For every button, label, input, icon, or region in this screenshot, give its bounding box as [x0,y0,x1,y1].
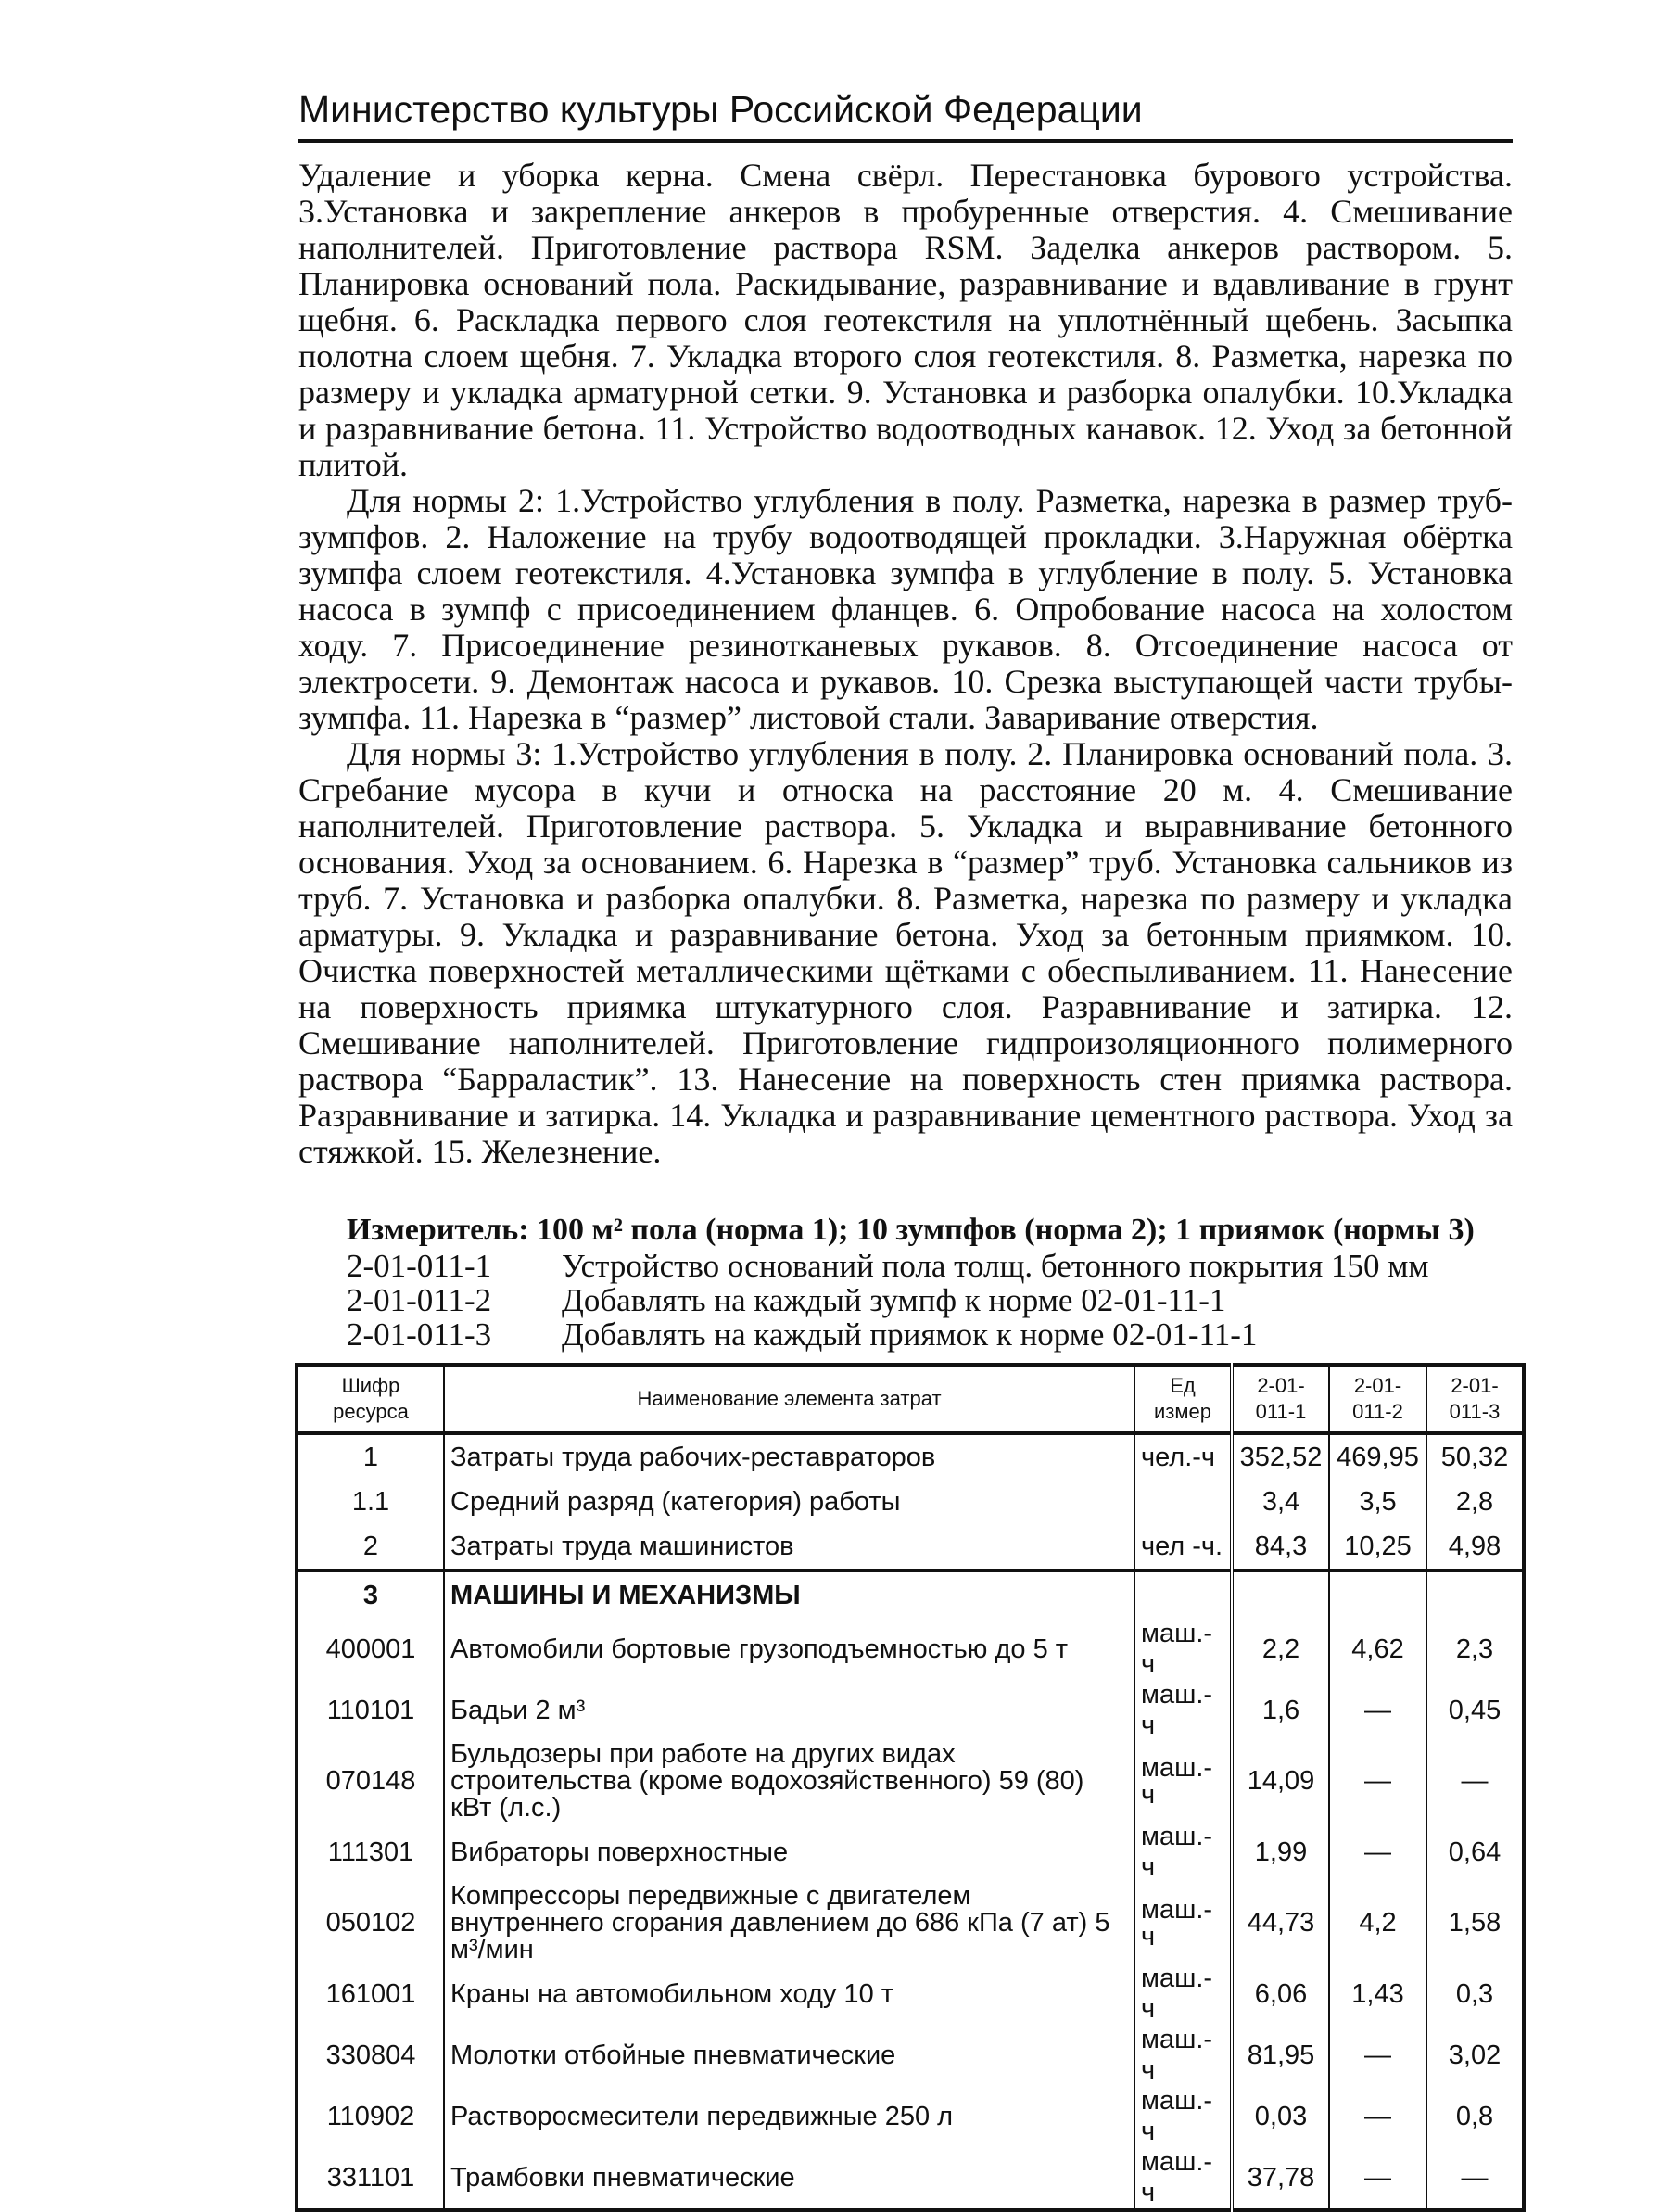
cost-element-name-cell: Краны на автомобильном ходу 10 т [444,1964,1134,2025]
norm-2-value-cell: 1,43 [1329,1964,1426,2025]
norm-1-value-cell: 1,99 [1232,1822,1329,1883]
header-unit: Ед измер [1134,1365,1232,1433]
table-body [297,1433,1524,2210]
measurement-unit-line: Измеритель: 100 м² пола (норма 1); 10 зумпфов (норма 2); 1 приямок (нормы 3) [347,1213,1475,1247]
resource-code-cell: 330804 [297,2025,444,2086]
norm-code: 2-01-011-3 [347,1316,492,1353]
norm-3-value-cell: 50,32 [1426,1433,1524,1480]
norm-2-value-cell: 469,95 [1329,1433,1426,1480]
cost-element-name-cell: МАШИНЫ И МЕХАНИЗМЫ [444,1570,1134,1619]
norm-3-value-cell [1426,1570,1524,1619]
norm-1-value-cell: 0,03 [1232,2086,1329,2147]
table-row [297,1524,1524,1570]
norm-code: 2-01-011-2 [347,1282,492,1318]
norm-code-row [347,1249,1514,1283]
norm-2-value-cell [1329,1570,1426,1619]
paragraph-norm-1: Удаление и уборка керна. Смена свёрл. Перестановка бурового устройства. 3.Установка и закрепление анкеров в пробуренные отверстия. 4. Смешивание наполнителей. Приготовление раствора RSM. Заделка анкеров раствором. 5. Планировка оснований пола. Раскидывание, разравнивание и вдавливание в грунт щебня. 6. Раскладка первого слоя геотекстиля на уплотнённый щебень. Засыпка полотна слоем щебня. 7. Укладка второго слоя геотекстиля. 8. Разметка, нарезка по размеру и укладка арматурной сетки. 9. Установка и разборка опалубки. 10.Укладка и разравнивание бетона. 11. Устройство водоотводных канавок. 12. Уход за бетонной плитой. [298,157,1513,483]
running-header: Министерство культуры Российской Федерации [298,85,1513,143]
norm-code-row [347,1317,1514,1352]
norm-description: Добавлять на каждый зумпф к норме 02-01-11-1 [562,1282,1226,1318]
norm-3-value-cell: 2,8 [1426,1480,1524,1524]
norm-3-value-cell: 0,3 [1426,1964,1524,2025]
table-row [297,1822,1524,1883]
cost-element-name-cell: Компрессоры передвижные с двигателем внутреннего сгорания давлением до 686 кПа (7 ат) 5 м³/мин [444,1883,1134,1964]
resource-code-cell: 3 [297,1570,444,1619]
cost-element-name-cell: Средний разряд (категория) работы [444,1480,1134,1524]
unit-cell: маш.-ч [1134,2025,1232,2086]
norm-description: Устройство оснований пола толщ. бетонного покрытия 150 мм [562,1248,1429,1284]
cost-element-name-cell: Молотки отбойные пневматические [444,2025,1134,2086]
unit-cell: маш.-ч [1134,1619,1232,1680]
unit-cell: чел -ч. [1134,1524,1232,1570]
resource-code-cell: 1.1 [297,1480,444,1524]
norm-1-value-cell: 3,4 [1232,1480,1329,1524]
cost-element-name-cell: Автомобили бортовые грузоподъемностью до 5 т [444,1619,1134,1680]
unit-cell: маш.-ч [1134,1964,1232,2025]
resource-code-cell: 1 [297,1433,444,1480]
table-row [297,2025,1524,2086]
resource-code-cell: 111301 [297,1822,444,1883]
norm-2-value-cell: — [1329,1822,1426,1883]
table-row [297,1433,1524,1480]
unit-cell: маш.-ч [1134,1822,1232,1883]
norm-2-value-cell: 4,2 [1329,1883,1426,1964]
norm-code: 2-01-011-1 [347,1248,492,1284]
cost-element-name-cell: Бульдозеры при работе на других видах строительства (кроме водохозяйственного) 59 (80) кВт (л.с.) [444,1741,1134,1822]
norm-1-value-cell: 84,3 [1232,1524,1329,1570]
paragraph-norm-2: Для нормы 2: 1.Устройство углубления в полу. Разметка, нарезка в размер труб-зумпфов. 2. Наложение на трубу водоотводящей прокладки. 3.Наружная обёртка зумпфа слоем геотекстиля. 4.Установка зумпфа в углубление в полу. 5. Установка насоса в зумпф с присоединением фланцев. 6. Опробование насоса на холостом ходу. 7. Присоединение резинотканевых рукавов. 8. Отсоединение насоса от электросети. 9. Демонтаж насоса и рукавов. 10. Срезка выступающей части трубы-зумпфа. 11. Нарезка в “размер” листовой стали. Заваривание отверстия. [298,482,1513,736]
header-cost-element-name: Наименование элемента затрат [444,1365,1134,1433]
norm-3-value-cell: — [1426,1741,1524,1822]
resource-code-cell: 331101 [297,2147,444,2210]
header-norm-2: 2-01-011-2 [1329,1365,1426,1433]
norm-1-value-cell: 44,73 [1232,1883,1329,1964]
norm-2-value-cell: — [1329,2086,1426,2147]
norm-3-value-cell: 0,8 [1426,2086,1524,2147]
table-row [297,1741,1524,1822]
norm-3-value-cell: 2,3 [1426,1619,1524,1680]
norm-2-value-cell: — [1329,2147,1426,2210]
norm-3-value-cell: 4,98 [1426,1524,1524,1570]
norm-3-value-cell: 0,45 [1426,1680,1524,1741]
norm-3-value-cell: 1,58 [1426,1883,1524,1964]
unit-cell: маш.-ч [1134,1883,1232,1964]
table-row [297,1570,1524,1619]
header-norm-1: 2-01-011-1 [1232,1365,1329,1433]
cost-element-name-cell: Трамбовки пневматические [444,2147,1134,2210]
unit-cell: маш.-ч [1134,2147,1232,2210]
header-resource-code: Шифр ресурса [297,1365,444,1433]
table-row [297,1480,1524,1524]
work-description [298,158,1513,1170]
unit-cell: маш.-ч [1134,1741,1232,1822]
cost-element-name-cell: Растворосмесители передвижные 250 л [444,2086,1134,2147]
norm-3-value-cell: 3,02 [1426,2025,1524,2086]
resource-code-cell: 070148 [297,1741,444,1822]
norm-1-value-cell: 6,06 [1232,1964,1329,2025]
table-row [297,1883,1524,1964]
norm-1-value-cell: 2,2 [1232,1619,1329,1680]
resource-code-cell: 2 [297,1524,444,1570]
norm-1-value-cell: 37,78 [1232,2147,1329,2210]
unit-cell [1134,1570,1232,1619]
norm-1-value-cell: 14,09 [1232,1741,1329,1822]
norm-2-value-cell: — [1329,1741,1426,1822]
table-row [297,1680,1524,1741]
resource-code-cell: 110101 [297,1680,444,1741]
resource-code-cell: 161001 [297,1964,444,2025]
resource-code-cell: 050102 [297,1883,444,1964]
table-row [297,1619,1524,1680]
norm-3-value-cell: — [1426,2147,1524,2210]
resource-code-cell: 110902 [297,2086,444,2147]
norm-1-value-cell: 1,6 [1232,1680,1329,1741]
unit-cell [1134,1480,1232,1524]
norm-3-value-cell: 0,64 [1426,1822,1524,1883]
norm-code-list [347,1249,1514,1352]
resource-code-cell: 400001 [297,1619,444,1680]
resource-norm-table [295,1363,1526,2212]
norm-code-row [347,1283,1514,1317]
norm-description: Добавлять на каждый приямок к норме 02-01-11-1 [562,1316,1258,1353]
table-header [297,1365,1524,1433]
header-norm-3: 2-01-011-3 [1426,1365,1524,1433]
unit-cell: маш.-ч [1134,1680,1232,1741]
norm-2-value-cell: 10,25 [1329,1524,1426,1570]
table-row [297,2086,1524,2147]
table-row [297,1964,1524,2025]
paragraph-norm-3: Для нормы 3: 1.Устройство углубления в полу. 2. Планировка оснований пола. 3. Сгребание мусора в кучи и относка на расстояние 20 м. 4. Смешивание наполнителей. Приготовление раствора. 5. Укладка и выравнивание бетонного основания. Уход за основанием. 6. Нарезка в “размер” труб. Установка сальников из труб. 7. Установка и разборка опалубки. 8. Разметка, нарезка по размеру и укладка арматуры. 9. Укладка и разравнивание бетона. Уход за бетонным приямком. 10. Очистка поверхностей металлическими щётками с обеспыливанием. 11. Нанесение на поверхность приямка штукатурного слоя. Разравнивание и затирка. 12. Смешивание наполнителей. Приготовление гидпроизоляционного полимерного раствора “Барраластик”. 13. Нанесение на поверхность стен приямка раствора. Разравнивание и затирка. 14. Укладка и разравнивание цементного раствора. Уход за стяжкой. 15. Железнение. [298,735,1513,1170]
cost-element-name-cell: Затраты труда рабочих-реставраторов [444,1433,1134,1480]
norm-1-value-cell [1232,1570,1329,1619]
norm-2-value-cell: — [1329,2025,1426,2086]
norm-2-value-cell: 3,5 [1329,1480,1426,1524]
norm-2-value-cell: 4,62 [1329,1619,1426,1680]
cost-element-name-cell: Бадьи 2 м³ [444,1680,1134,1741]
cost-element-name-cell: Вибраторы поверхностные [444,1822,1134,1883]
norm-2-value-cell: — [1329,1680,1426,1741]
table-row [297,2147,1524,2210]
cost-element-name-cell: Затраты труда машинистов [444,1524,1134,1570]
norm-1-value-cell: 81,95 [1232,2025,1329,2086]
unit-cell: чел.-ч [1134,1433,1232,1480]
unit-cell: маш.-ч [1134,2086,1232,2147]
norm-1-value-cell: 352,52 [1232,1433,1329,1480]
